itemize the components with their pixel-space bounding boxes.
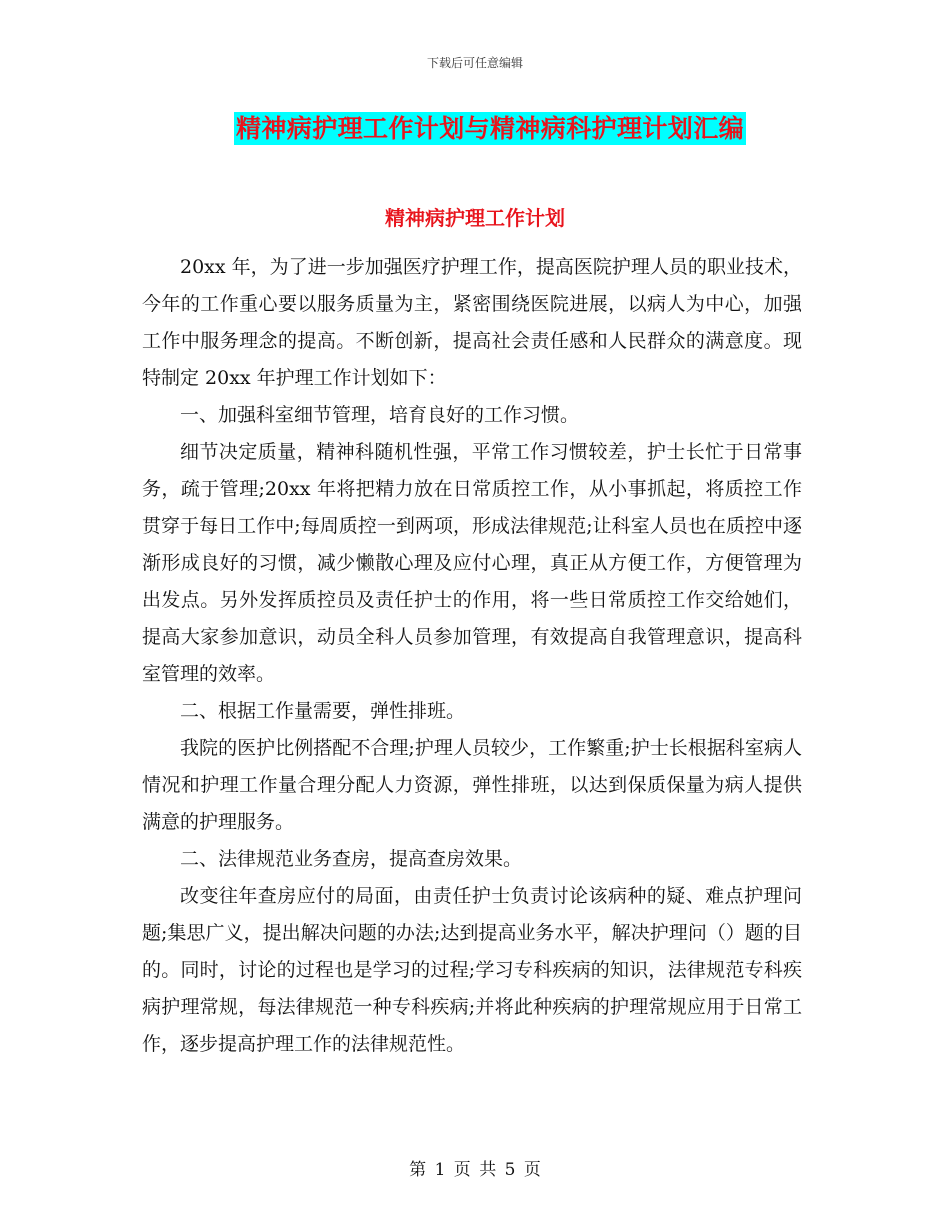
- paragraph-scheduling: 我院的医护比例搭配不合理;护理人员较少，工作繁重;护士长根据科室病人情况和护理工作量合理分配人力资源，弹性排班，以达到保质保量为病人提供满意的护理服务。: [142, 737, 802, 833]
- paragraph-detail-management: 细节决定质量，精神科随机性强，平常工作习惯较差，护士长忙于日常事务，疏于管理;20xx 年将把精力放在日常质控工作，从小事抓起，将质控工作贯穿于每日工作中;每周质控一到两项，形成法律规范;让科室人员也在质控中逐渐形成良好的习惯，减少懒散心理及应付心理，真正从方便工作，方便管理为出发点。另外发挥质控员及责任护士的作用，将一些日常质控工作交给她们，提高大家参加意识，动员全科人员参加管理，有效提高自我管理意识，提高科室管理的效率。: [142, 441, 802, 685]
- document-body: [142, 249, 802, 1063]
- page-footer: 第 1 页 共 5 页: [409, 1160, 541, 1180]
- paragraph-ward-rounds: 改变往年查房应付的局面，由责任护士负责讨论该病种的疑、难点护理问题;集思广义，提出解决问题的办法;达到提高业务水平，解决护理问（）题的目的。同时，讨论的过程也是学习的过程;学习专科疾病的知识，法律规范专科疾病护理常规，每法律规范一种专科疾病;并将此种疾病的护理常规应用于日常工作，逐步提高护理工作的法律规范性。: [142, 885, 802, 1055]
- paragraph-intro: 20xx 年，为了进一步加强医疗护理工作，提高医院护理人员的职业技术，今年的工作重心要以服务质量为主，紧密围绕医院进展，以病人为中心，加强工作中服务理念的提高。不断创新，提高社会责任感和人民群众的满意度。现特制定 20xx 年护理工作计划如下：: [142, 256, 802, 389]
- header-note: 下载后可任意编辑: [426, 56, 523, 70]
- section-title: 精神病护理工作计划: [385, 206, 565, 230]
- heading-two: 二、根据工作量需要，弹性排班。: [180, 700, 466, 722]
- document-title: 精神病护理工作计划与精神病科护理计划汇编: [236, 114, 745, 143]
- heading-three: 二、法律规范业务查房，提高查房效果。: [180, 848, 523, 870]
- heading-one: 一、加强科室细节管理，培育良好的工作习惯。: [180, 404, 580, 426]
